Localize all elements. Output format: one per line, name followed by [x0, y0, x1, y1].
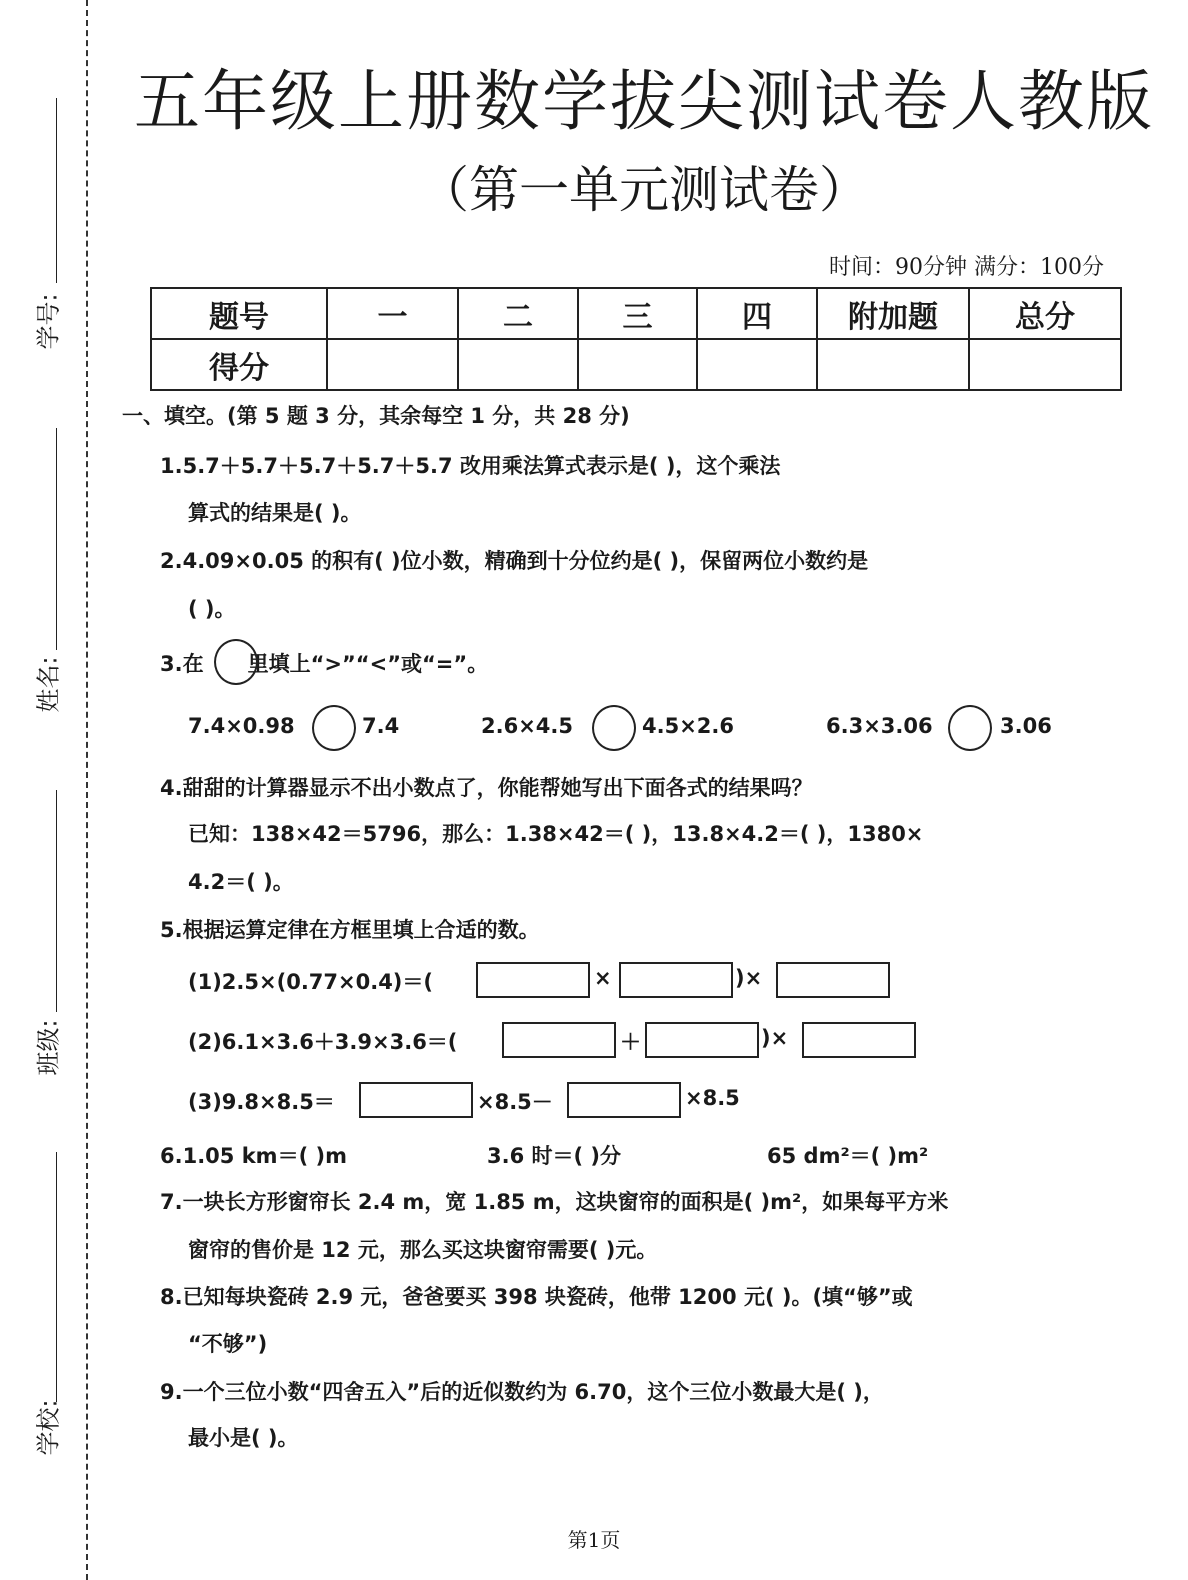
question-3 [160, 648, 488, 678]
score-header-cell: 三 [578, 288, 697, 339]
question-number: 5. [160, 918, 183, 942]
q5-part2-text-b: ＋ [620, 1030, 641, 1054]
page-number: 第1页 [567, 1528, 621, 1552]
score-header-cell: 总分 [969, 288, 1121, 339]
compare-right-2: 4.5×2.6 [642, 714, 734, 738]
question-text: 4.09×0.05 的积有( )位小数，精确到十分位约是( )，保留两位小数约是 [182, 549, 869, 573]
q5-part3-box-2[interactable] [567, 1082, 681, 1118]
score-table [150, 287, 1122, 391]
score-table-score-row [151, 339, 1121, 390]
question-number: 1. [160, 454, 183, 478]
compare-circle-2[interactable] [592, 705, 636, 751]
q5-part3-box-1[interactable] [359, 1082, 473, 1118]
student-id-line [56, 98, 57, 283]
score-cell[interactable] [458, 339, 578, 390]
score-cell[interactable] [817, 339, 969, 390]
binding-dashed-line [86, 0, 88, 1580]
page-subtitle: （第一单元测试卷） [419, 161, 869, 219]
score-table-header-row [151, 288, 1121, 339]
question-number: 9. [160, 1380, 183, 1404]
q5-part3-text-a: (3)9.8×8.5＝ [188, 1090, 335, 1114]
score-header-cell: 四 [697, 288, 817, 339]
score-header-cell: 二 [458, 288, 578, 339]
question-6-part-b: 3.6 时＝( )分 [487, 1144, 622, 1168]
q5-part2-box-2[interactable] [645, 1022, 759, 1058]
score-cell[interactable] [697, 339, 817, 390]
q5-part3-text-b: ×8.5－ [477, 1090, 553, 1114]
question-6 [160, 1140, 347, 1170]
q5-part1-box-2[interactable] [619, 962, 733, 998]
question-number: 8. [160, 1285, 183, 1309]
question-text: 甜甜的计算器显示不出小数点了，你能帮她写出下面各式的结果吗？ [182, 776, 813, 800]
q5-part1-box-1[interactable] [476, 962, 590, 998]
question-number: 2. [160, 549, 183, 573]
score-cell[interactable] [327, 339, 458, 390]
question-text: 已知每块瓷砖 2.9 元，爸爸要买 398 块瓷砖，他带 1200 元( )。(填“够”或 [182, 1285, 913, 1309]
name-line [56, 428, 57, 650]
question-2-cont: ( )。 [188, 597, 236, 621]
question-number: 7. [160, 1190, 183, 1214]
q5-part1-box-3[interactable] [776, 962, 890, 998]
compare-left-1: 7.4×0.98 [188, 714, 295, 738]
score-cell[interactable] [578, 339, 697, 390]
q5-part3-text-c: ×8.5 [685, 1086, 740, 1110]
school-label: 学校: [34, 1399, 63, 1456]
class-line [56, 790, 57, 1012]
name-label: 姓名: [34, 656, 63, 713]
score-row-label: 得分 [151, 339, 327, 390]
question-text: 一个三位小数“四舍五入”后的近似数约为 6.70，这个三位小数最大是( )， [182, 1380, 884, 1404]
score-header-cell: 题号 [151, 288, 327, 339]
question-4-line2: 已知：138×42＝5796，那么：1.38×42＝( )，13.8×4.2＝( )，1380× [188, 822, 924, 846]
question-9-cont: 最小是( )。 [188, 1426, 299, 1450]
q5-part2-box-1[interactable] [502, 1022, 616, 1058]
class-label: 班级: [34, 1019, 63, 1076]
q5-part1-text-c: )× [735, 966, 763, 990]
compare-circle-1[interactable] [312, 705, 356, 751]
question-5 [160, 914, 540, 944]
compare-right-1: 7.4 [362, 714, 400, 738]
q5-part2-text-c: )× [761, 1026, 789, 1050]
compare-left-2: 2.6×4.5 [481, 714, 573, 738]
question-9 [160, 1376, 884, 1406]
page-title: 五年级上册数学拔尖测试卷人教版 [134, 63, 1154, 140]
q5-part2-box-3[interactable] [802, 1022, 916, 1058]
q5-part1-text-b: × [594, 966, 612, 990]
question-4-line3: 4.2＝( )。 [188, 870, 294, 894]
q5-part1-text-a: (1)2.5×(0.77×0.4)＝( [188, 970, 434, 994]
question-text: 根据运算定律在方框里填上合适的数。 [182, 918, 540, 942]
question-6-part-c: 65 dm²＝( )m² [767, 1144, 929, 1168]
compare-circle-example [214, 639, 258, 685]
score-header-cell: 附加题 [817, 288, 969, 339]
compare-right-3: 3.06 [1000, 714, 1052, 738]
question-2 [160, 545, 868, 575]
exam-meta: 时间：90分钟 满分：100分 [829, 255, 1104, 280]
compare-left-3: 6.3×3.06 [826, 714, 933, 738]
question-text: 5.7＋5.7＋5.7＋5.7＋5.7 改用乘法算式表示是( )，这个乘法 [182, 454, 781, 478]
section-heading: 一、填空。(第 5 题 3 分，其余每空 1 分，共 28 分) [122, 404, 630, 428]
score-header-cell: 一 [327, 288, 458, 339]
question-8 [160, 1281, 913, 1311]
question-number: 3. [160, 652, 183, 676]
question-7-cont: 窗帘的售价是 12 元，那么买这块窗帘需要( )元。 [188, 1238, 658, 1262]
q5-part2-text-a: (2)6.1×3.6＋3.9×3.6＝( [188, 1030, 458, 1054]
question-4 [160, 772, 813, 802]
question-7 [160, 1186, 948, 1216]
question-number: 6. [160, 1144, 183, 1168]
school-line [56, 1152, 57, 1402]
question-number: 4. [160, 776, 183, 800]
compare-circle-3[interactable] [948, 705, 992, 751]
question-1 [160, 450, 780, 480]
student-id-label: 学号: [34, 293, 63, 350]
question-text: 一块长方形窗帘长 2.4 m，宽 1.85 m，这块窗帘的面积是( )m²，如果每平方米 [182, 1190, 949, 1214]
question-text: 1.05 km＝( )m [182, 1144, 347, 1168]
score-cell[interactable] [969, 339, 1121, 390]
question-8-cont: “不够”) [188, 1332, 268, 1356]
question-1-cont: 算式的结果是( )。 [188, 501, 362, 525]
question-text: 在 [182, 652, 204, 676]
question-text: 里填上“>”“<”或“=”。 [247, 652, 489, 676]
